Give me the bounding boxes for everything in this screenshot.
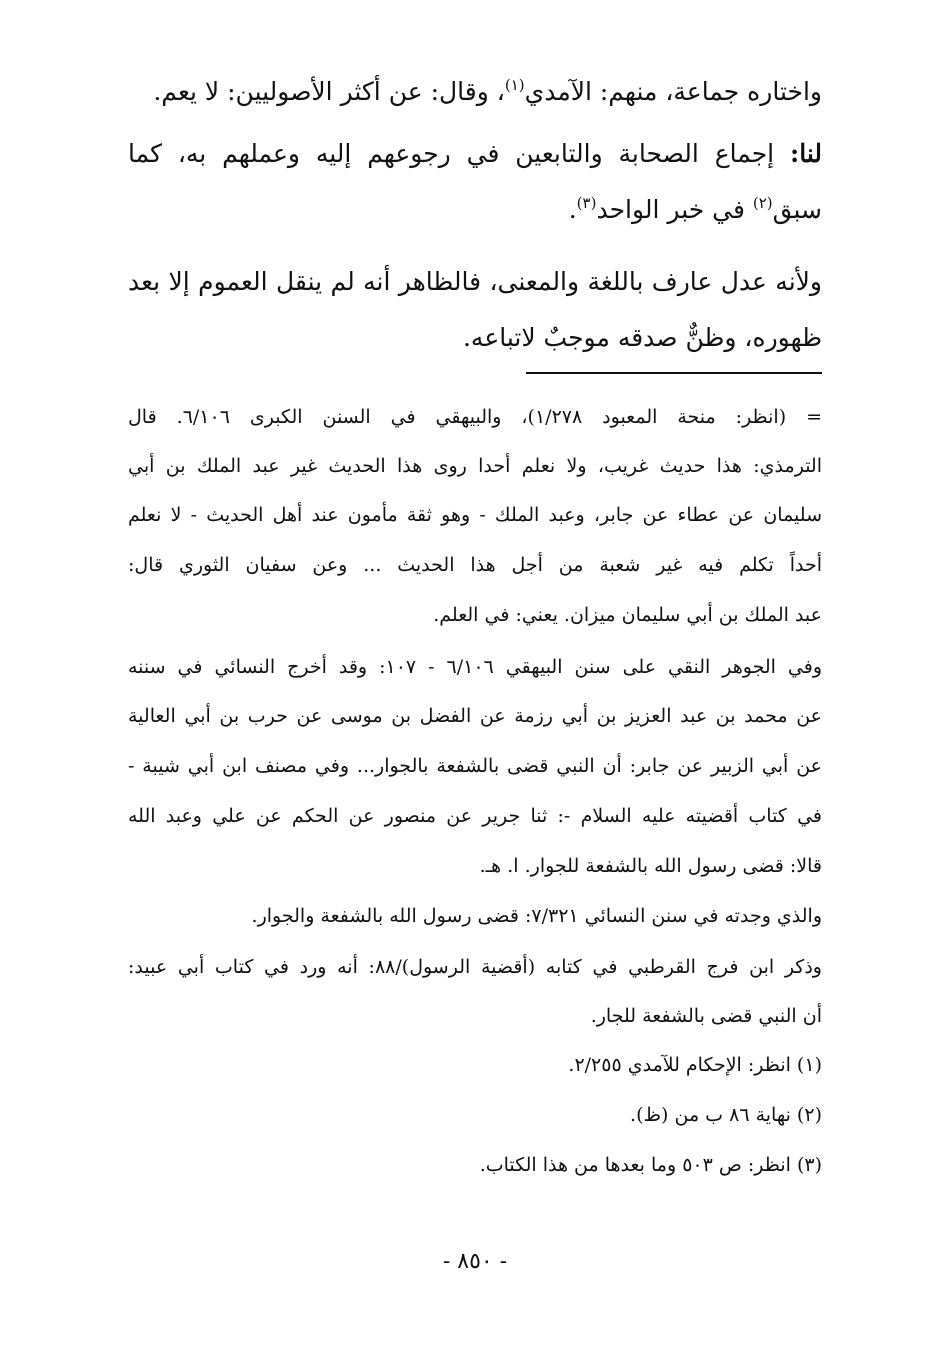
footnote-line: عبد الملك بن أبي سليمان ميزان. يعني: في العلم. [433, 604, 822, 626]
main-text-line-3: سبق$^{(٢)}$ في خبر الواحد$^{(٣)}$. [568, 194, 822, 224]
footnote-line: وذكر ابن فرج القرطبي في كتابه (أقضية الرسول)/٨٨: أنه ورد في كتاب أبي عبيد: [128, 956, 822, 978]
footnote-line: أحداً تكلم فيه غير شعبة من أجل هذا الحديث ... وعن سفيان الثوري قال: [128, 554, 822, 576]
footnote-line: والذي وجدته في سنن النسائي ٧/٣٢١: قضى رسول الله بالشفعة والجوار. [251, 905, 822, 927]
footnote-ref-3: (٣) [576, 194, 597, 212]
main-text-line-2: لنا: إجماع الصحابة والتابعين في رجوعهم إليه وعملهم به، كما [128, 139, 822, 168]
page-number: - ٨٥٠ - [442, 1249, 508, 1274]
footnote-line: = (انظر: منحة المعبود ١/٢٧٨)، والبيهقي في السنن الكبرى ٦/١٠٦. قال [128, 406, 822, 428]
main-text-line-1: واختاره جماعة، منهم: الآمدي$^{(١)}$، وقال: عن أكثر الأصوليين: لا يعم. [153, 76, 822, 106]
footnote-3: (٣) انظر: ص ٥٠٣ وما بعدها من هذا الكتاب. [479, 1154, 822, 1176]
footnote-line: وفي الجوهر النقي على سنن البيهقي ٦/١٠٦ - ١٠٧: وقد أخرج النسائي في سننه [128, 656, 822, 678]
footnote-separator [526, 372, 822, 374]
lana-label: لنا: [789, 139, 822, 168]
footnote-ref-2: (٢) [752, 194, 773, 212]
footnote-line: قالا: قضى رسول الله بالشفعة للجوار. ا. هـ. [479, 855, 822, 877]
footnote-line: في كتاب أقضيته عليه السلام -: ثنا جرير عن منصور عن الحكم عن علي وعبد الله [128, 805, 822, 827]
footnote-2: (٢) نهاية ٨٦ ب من (ظ). [630, 1104, 822, 1126]
footnote-line: سليمان عن عطاء عن جابر، وعبد الملك - وهو ثقة مأمون عند أهل الحديث - لا نعلم [128, 504, 822, 526]
main-text-line-4: ولأنه عدل عارف باللغة والمعنى، فالظاهر أنه لم ينقل العموم إلا بعد [128, 267, 822, 296]
footnote-line: الترمذي: هذا حديث غريب، ولا نعلم أحدا روى هذا الحديث غير عبد الملك بن أبي [128, 455, 822, 477]
footnote-line: عن أبي الزبير عن جابر: أن النبي قضى بالشفعة بالجوار... وفي مصنف ابن أبي شيبة - [128, 755, 822, 777]
footnote-line: أن النبي قضى بالشفعة للجار. [590, 1005, 822, 1027]
main-text-line-5: ظهوره، وظنٌّ صدقه موجبٌ لاتباعه. [462, 323, 822, 352]
footnote-ref-1: (١) [504, 76, 525, 94]
footnote-line: عن محمد بن عبد العزيز بن أبي رزمة عن الفضل بن موسى عن حرب بن أبي العالية [128, 705, 822, 727]
footnote-1: (١) انظر: الإحكام للآمدي ٢/٢٥٥. [568, 1054, 822, 1076]
